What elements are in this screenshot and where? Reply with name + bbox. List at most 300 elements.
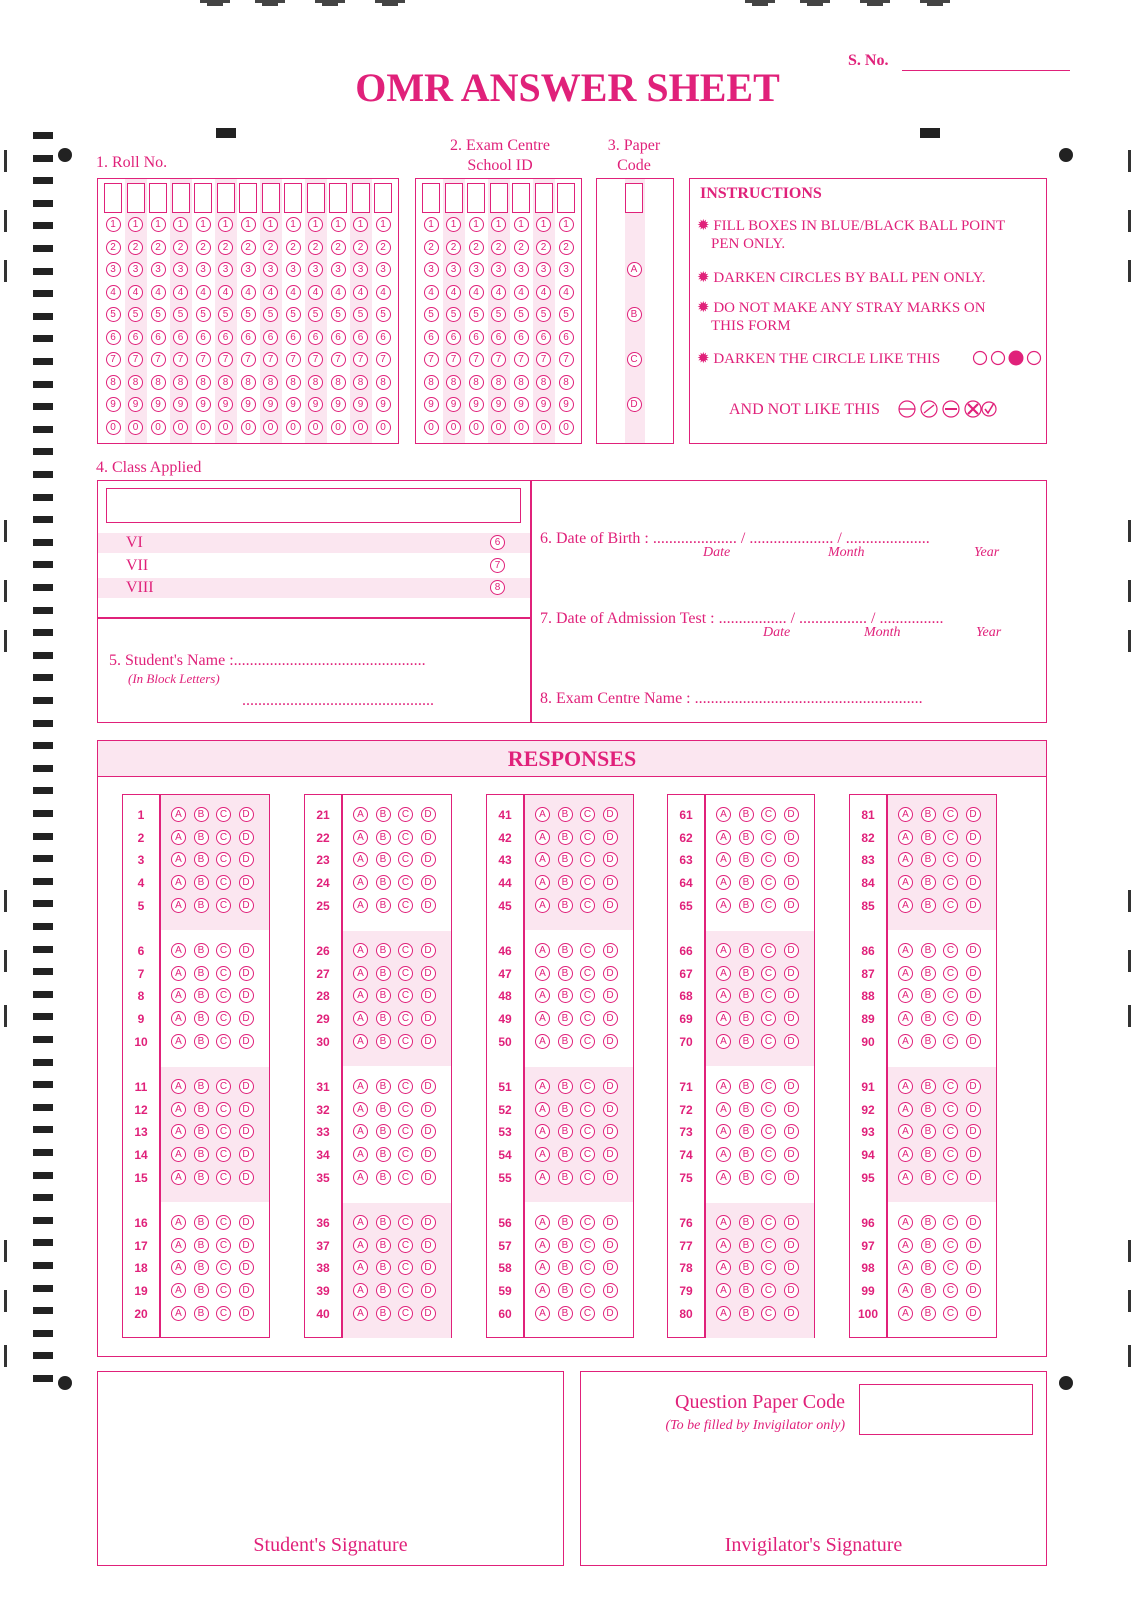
answer-bubble[interactable]: C [580, 1102, 595, 1117]
answer-bubble[interactable]: B [739, 1034, 754, 1049]
class-write-box[interactable] [106, 488, 521, 523]
roll-no-bubble[interactable]: 2 [286, 240, 301, 255]
answer-bubble[interactable]: B [739, 1011, 754, 1026]
answer-bubble[interactable]: D [239, 852, 254, 867]
exam-centre-bubble[interactable]: 2 [424, 240, 439, 255]
answer-bubble[interactable]: C [761, 1306, 776, 1321]
answer-bubble[interactable]: B [376, 1011, 391, 1026]
answer-bubble[interactable]: B [376, 1079, 391, 1094]
answer-bubble[interactable]: A [171, 943, 186, 958]
answer-bubble[interactable]: B [558, 1079, 573, 1094]
answer-bubble[interactable]: C [580, 1170, 595, 1185]
roll-no-bubble[interactable]: 9 [173, 397, 188, 412]
answer-bubble[interactable]: D [784, 1170, 799, 1185]
answer-bubble[interactable]: D [966, 1079, 981, 1094]
answer-bubble[interactable]: B [194, 1170, 209, 1185]
answer-bubble[interactable]: D [784, 1034, 799, 1049]
roll-no-bubble[interactable]: 5 [196, 307, 211, 322]
answer-bubble[interactable]: B [558, 1283, 573, 1298]
answer-bubble[interactable]: A [898, 1079, 913, 1094]
roll-no-bubble[interactable]: 7 [286, 352, 301, 367]
answer-bubble[interactable]: D [784, 830, 799, 845]
class-option-bubble[interactable]: 7 [490, 558, 505, 573]
roll-no-bubble[interactable]: 8 [263, 375, 278, 390]
answer-bubble[interactable]: B [558, 1102, 573, 1117]
exam-centre-bubble[interactable]: 2 [446, 240, 461, 255]
answer-bubble[interactable]: A [898, 966, 913, 981]
exam-centre-bubble[interactable]: 4 [536, 285, 551, 300]
roll-no-bubble[interactable]: 3 [308, 262, 323, 277]
answer-bubble[interactable]: A [353, 898, 368, 913]
answer-bubble[interactable]: D [421, 988, 436, 1003]
answer-bubble[interactable]: A [898, 898, 913, 913]
answer-bubble[interactable]: C [761, 966, 776, 981]
answer-bubble[interactable]: B [558, 943, 573, 958]
roll-no-digit-box[interactable] [217, 183, 235, 213]
answer-bubble[interactable]: D [239, 1147, 254, 1162]
answer-bubble[interactable]: B [921, 807, 936, 822]
answer-bubble[interactable]: C [943, 1170, 958, 1185]
answer-bubble[interactable]: A [535, 898, 550, 913]
answer-bubble[interactable]: B [376, 1102, 391, 1117]
answer-bubble[interactable]: B [194, 830, 209, 845]
answer-bubble[interactable]: A [535, 1102, 550, 1117]
student-name-line-2[interactable]: ................................................ [242, 692, 434, 709]
answer-bubble[interactable]: A [353, 1260, 368, 1275]
answer-bubble[interactable]: A [353, 875, 368, 890]
roll-no-bubble[interactable]: 3 [128, 262, 143, 277]
answer-bubble[interactable]: A [353, 1238, 368, 1253]
answer-bubble[interactable]: C [943, 1238, 958, 1253]
answer-bubble[interactable]: C [761, 898, 776, 913]
answer-bubble[interactable]: D [603, 1306, 618, 1321]
exam-centre-bubble[interactable]: 3 [446, 262, 461, 277]
answer-bubble[interactable]: C [580, 1260, 595, 1275]
exam-centre-bubble[interactable]: 8 [446, 375, 461, 390]
roll-no-bubble[interactable]: 5 [241, 307, 256, 322]
answer-bubble[interactable]: A [898, 852, 913, 867]
roll-no-bubble[interactable]: 7 [196, 352, 211, 367]
answer-bubble[interactable]: D [421, 830, 436, 845]
answer-bubble[interactable]: A [716, 1238, 731, 1253]
answer-bubble[interactable]: B [194, 1306, 209, 1321]
answer-bubble[interactable]: B [558, 1147, 573, 1162]
answer-bubble[interactable]: D [966, 1238, 981, 1253]
roll-no-bubble[interactable]: 0 [286, 420, 301, 435]
answer-bubble[interactable]: D [966, 1170, 981, 1185]
answer-bubble[interactable]: A [171, 1260, 186, 1275]
answer-bubble[interactable]: D [239, 1011, 254, 1026]
roll-no-bubble[interactable]: 1 [106, 217, 121, 232]
answer-bubble[interactable]: D [966, 1011, 981, 1026]
answer-bubble[interactable]: C [580, 852, 595, 867]
answer-bubble[interactable]: B [376, 830, 391, 845]
exam-centre-bubble[interactable]: 9 [559, 397, 574, 412]
roll-no-bubble[interactable]: 3 [196, 262, 211, 277]
answer-bubble[interactable]: C [398, 1283, 413, 1298]
roll-no-bubble[interactable]: 8 [106, 375, 121, 390]
answer-bubble[interactable]: C [761, 1124, 776, 1139]
roll-no-bubble[interactable]: 6 [331, 330, 346, 345]
exam-centre-bubble[interactable]: 1 [469, 217, 484, 232]
exam-centre-bubble[interactable]: 0 [491, 420, 506, 435]
answer-bubble[interactable]: D [784, 1306, 799, 1321]
roll-no-bubble[interactable]: 9 [128, 397, 143, 412]
answer-bubble[interactable]: C [761, 1102, 776, 1117]
roll-no-bubble[interactable]: 6 [286, 330, 301, 345]
answer-bubble[interactable]: A [171, 1011, 186, 1026]
answer-bubble[interactable]: D [784, 988, 799, 1003]
answer-bubble[interactable]: A [535, 1238, 550, 1253]
answer-bubble[interactable]: B [739, 1102, 754, 1117]
exam-centre-bubble[interactable]: 6 [536, 330, 551, 345]
answer-bubble[interactable]: D [966, 830, 981, 845]
roll-no-bubble[interactable]: 6 [308, 330, 323, 345]
answer-bubble[interactable]: A [171, 898, 186, 913]
exam-centre-bubble[interactable]: 4 [469, 285, 484, 300]
answer-bubble[interactable]: C [398, 1147, 413, 1162]
answer-bubble[interactable]: C [398, 875, 413, 890]
answer-bubble[interactable]: B [194, 1102, 209, 1117]
roll-no-bubble[interactable]: 0 [128, 420, 143, 435]
exam-centre-bubble[interactable]: 1 [446, 217, 461, 232]
answer-bubble[interactable]: A [898, 988, 913, 1003]
roll-no-bubble[interactable]: 6 [128, 330, 143, 345]
answer-bubble[interactable]: C [761, 1147, 776, 1162]
roll-no-bubble[interactable]: 7 [353, 352, 368, 367]
exam-centre-bubble[interactable]: 7 [424, 352, 439, 367]
answer-bubble[interactable]: C [580, 830, 595, 845]
answer-bubble[interactable]: D [421, 1079, 436, 1094]
answer-bubble[interactable]: D [603, 1102, 618, 1117]
answer-bubble[interactable]: C [216, 1147, 231, 1162]
answer-bubble[interactable]: A [716, 1260, 731, 1275]
exam-centre-bubble[interactable]: 9 [424, 397, 439, 412]
roll-no-bubble[interactable]: 8 [331, 375, 346, 390]
roll-no-bubble[interactable]: 8 [151, 375, 166, 390]
roll-no-bubble[interactable]: 0 [263, 420, 278, 435]
answer-bubble[interactable]: C [398, 807, 413, 822]
answer-bubble[interactable]: A [716, 875, 731, 890]
answer-bubble[interactable]: B [921, 830, 936, 845]
answer-bubble[interactable]: C [580, 988, 595, 1003]
answer-bubble[interactable]: B [921, 1034, 936, 1049]
answer-bubble[interactable]: C [761, 1260, 776, 1275]
answer-bubble[interactable]: B [921, 1011, 936, 1026]
answer-bubble[interactable]: D [966, 1283, 981, 1298]
answer-bubble[interactable]: D [421, 1215, 436, 1230]
answer-bubble[interactable]: B [739, 1306, 754, 1321]
exam-centre-bubble[interactable]: 1 [536, 217, 551, 232]
student-name-dots[interactable]: ................................................ [233, 652, 426, 669]
roll-no-bubble[interactable]: 3 [241, 262, 256, 277]
paper-code-bubble[interactable]: B [627, 307, 642, 322]
answer-bubble[interactable]: C [761, 1215, 776, 1230]
answer-bubble[interactable]: A [171, 1102, 186, 1117]
answer-bubble[interactable]: A [353, 943, 368, 958]
answer-bubble[interactable]: B [194, 1147, 209, 1162]
answer-bubble[interactable]: C [216, 1260, 231, 1275]
exam-centre-bubble[interactable]: 0 [424, 420, 439, 435]
answer-bubble[interactable]: B [376, 807, 391, 822]
answer-bubble[interactable]: B [921, 875, 936, 890]
answer-bubble[interactable]: A [535, 852, 550, 867]
roll-no-bubble[interactable]: 8 [376, 375, 391, 390]
roll-no-bubble[interactable]: 5 [353, 307, 368, 322]
exam-centre-bubble[interactable]: 6 [559, 330, 574, 345]
roll-no-bubble[interactable]: 4 [241, 285, 256, 300]
answer-bubble[interactable]: A [535, 966, 550, 981]
roll-no-bubble[interactable]: 8 [353, 375, 368, 390]
roll-no-digit-box[interactable] [329, 183, 347, 213]
answer-bubble[interactable]: D [239, 988, 254, 1003]
answer-bubble[interactable]: C [216, 807, 231, 822]
answer-bubble[interactable]: B [194, 807, 209, 822]
answer-bubble[interactable]: B [376, 966, 391, 981]
answer-bubble[interactable]: D [784, 943, 799, 958]
answer-bubble[interactable]: A [716, 1079, 731, 1094]
answer-bubble[interactable]: D [784, 898, 799, 913]
roll-no-bubble[interactable]: 3 [331, 262, 346, 277]
answer-bubble[interactable]: B [194, 1034, 209, 1049]
answer-bubble[interactable]: D [239, 1260, 254, 1275]
exam-centre-bubble[interactable]: 1 [424, 217, 439, 232]
answer-bubble[interactable]: B [376, 1215, 391, 1230]
answer-bubble[interactable]: B [194, 875, 209, 890]
answer-bubble[interactable]: C [398, 1011, 413, 1026]
answer-bubble[interactable]: C [761, 1238, 776, 1253]
answer-bubble[interactable]: D [784, 852, 799, 867]
answer-bubble[interactable]: A [898, 1147, 913, 1162]
answer-bubble[interactable]: B [739, 943, 754, 958]
class-option-bubble[interactable]: 6 [490, 535, 505, 550]
answer-bubble[interactable]: C [216, 1124, 231, 1139]
answer-bubble[interactable]: C [398, 852, 413, 867]
roll-no-bubble[interactable]: 7 [263, 352, 278, 367]
answer-bubble[interactable]: D [239, 830, 254, 845]
exam-centre-bubble[interactable]: 3 [469, 262, 484, 277]
roll-no-bubble[interactable]: 2 [196, 240, 211, 255]
answer-bubble[interactable]: C [398, 966, 413, 981]
exam-centre-digit-box[interactable] [557, 183, 575, 213]
answer-bubble[interactable]: D [239, 966, 254, 981]
answer-bubble[interactable]: A [353, 1283, 368, 1298]
answer-bubble[interactable]: C [398, 1034, 413, 1049]
answer-bubble[interactable]: B [739, 875, 754, 890]
exam-centre-bubble[interactable]: 4 [446, 285, 461, 300]
answer-bubble[interactable]: D [603, 1238, 618, 1253]
answer-bubble[interactable]: B [376, 1034, 391, 1049]
roll-no-bubble[interactable]: 6 [151, 330, 166, 345]
answer-bubble[interactable]: A [898, 1306, 913, 1321]
answer-bubble[interactable]: D [421, 966, 436, 981]
answer-bubble[interactable]: D [603, 852, 618, 867]
answer-bubble[interactable]: B [921, 898, 936, 913]
roll-no-bubble[interactable]: 1 [376, 217, 391, 232]
answer-bubble[interactable]: B [558, 1011, 573, 1026]
answer-bubble[interactable]: B [558, 807, 573, 822]
roll-no-bubble[interactable]: 6 [376, 330, 391, 345]
answer-bubble[interactable]: D [421, 1170, 436, 1185]
answer-bubble[interactable]: B [921, 1147, 936, 1162]
roll-no-bubble[interactable]: 2 [218, 240, 233, 255]
answer-bubble[interactable]: B [739, 898, 754, 913]
exam-centre-bubble[interactable]: 7 [446, 352, 461, 367]
answer-bubble[interactable]: B [194, 1124, 209, 1139]
roll-no-bubble[interactable]: 3 [376, 262, 391, 277]
answer-bubble[interactable]: D [421, 807, 436, 822]
roll-no-bubble[interactable]: 6 [196, 330, 211, 345]
answer-bubble[interactable]: D [603, 1260, 618, 1275]
roll-no-bubble[interactable]: 0 [376, 420, 391, 435]
answer-bubble[interactable]: D [966, 1306, 981, 1321]
answer-bubble[interactable]: B [558, 1170, 573, 1185]
answer-bubble[interactable]: D [784, 875, 799, 890]
roll-no-bubble[interactable]: 8 [241, 375, 256, 390]
exam-centre-bubble[interactable]: 4 [514, 285, 529, 300]
roll-no-digit-box[interactable] [149, 183, 167, 213]
roll-no-bubble[interactable]: 6 [241, 330, 256, 345]
roll-no-bubble[interactable]: 4 [308, 285, 323, 300]
answer-bubble[interactable]: C [398, 1170, 413, 1185]
exam-centre-bubble[interactable]: 8 [514, 375, 529, 390]
answer-bubble[interactable]: C [943, 1124, 958, 1139]
answer-bubble[interactable]: C [216, 898, 231, 913]
roll-no-bubble[interactable]: 1 [353, 217, 368, 232]
answer-bubble[interactable]: B [921, 1283, 936, 1298]
answer-bubble[interactable]: D [966, 898, 981, 913]
answer-bubble[interactable]: A [171, 852, 186, 867]
answer-bubble[interactable]: A [716, 807, 731, 822]
exam-centre-bubble[interactable]: 5 [424, 307, 439, 322]
roll-no-bubble[interactable]: 0 [106, 420, 121, 435]
exam-centre-bubble[interactable]: 6 [514, 330, 529, 345]
answer-bubble[interactable]: D [966, 852, 981, 867]
answer-bubble[interactable]: D [421, 1034, 436, 1049]
answer-bubble[interactable]: B [921, 1079, 936, 1094]
answer-bubble[interactable]: C [943, 1306, 958, 1321]
roll-no-bubble[interactable]: 1 [286, 217, 301, 232]
answer-bubble[interactable]: B [376, 1124, 391, 1139]
roll-no-digit-box[interactable] [374, 183, 392, 213]
answer-bubble[interactable]: C [761, 943, 776, 958]
answer-bubble[interactable]: D [239, 1238, 254, 1253]
answer-bubble[interactable]: C [580, 807, 595, 822]
answer-bubble[interactable]: C [943, 830, 958, 845]
answer-bubble[interactable]: D [239, 1215, 254, 1230]
answer-bubble[interactable]: C [580, 875, 595, 890]
answer-bubble[interactable]: D [421, 1238, 436, 1253]
roll-no-bubble[interactable]: 6 [106, 330, 121, 345]
answer-bubble[interactable]: B [739, 1215, 754, 1230]
answer-bubble[interactable]: D [603, 1215, 618, 1230]
answer-bubble[interactable]: D [603, 1011, 618, 1026]
answer-bubble[interactable]: A [353, 830, 368, 845]
answer-bubble[interactable]: A [898, 807, 913, 822]
answer-bubble[interactable]: A [535, 1034, 550, 1049]
roll-no-bubble[interactable]: 5 [106, 307, 121, 322]
roll-no-bubble[interactable]: 9 [353, 397, 368, 412]
answer-bubble[interactable]: C [216, 1034, 231, 1049]
roll-no-bubble[interactable]: 1 [218, 217, 233, 232]
answer-bubble[interactable]: C [580, 1215, 595, 1230]
roll-no-bubble[interactable]: 4 [128, 285, 143, 300]
answer-bubble[interactable]: D [784, 1124, 799, 1139]
exam-centre-bubble[interactable]: 6 [491, 330, 506, 345]
answer-bubble[interactable]: B [376, 988, 391, 1003]
exam-centre-bubble[interactable]: 7 [559, 352, 574, 367]
roll-no-bubble[interactable]: 4 [106, 285, 121, 300]
exam-centre-bubble[interactable]: 4 [559, 285, 574, 300]
answer-bubble[interactable]: A [898, 830, 913, 845]
exam-centre-digit-box[interactable] [422, 183, 440, 213]
roll-no-bubble[interactable]: 0 [353, 420, 368, 435]
answer-bubble[interactable]: A [171, 966, 186, 981]
answer-bubble[interactable]: C [398, 988, 413, 1003]
answer-bubble[interactable]: A [353, 1102, 368, 1117]
answer-bubble[interactable]: B [739, 1147, 754, 1162]
answer-bubble[interactable]: D [239, 1079, 254, 1094]
exam-centre-bubble[interactable]: 8 [469, 375, 484, 390]
exam-centre-bubble[interactable]: 3 [559, 262, 574, 277]
answer-bubble[interactable]: B [739, 1260, 754, 1275]
exam-centre-bubble[interactable]: 9 [446, 397, 461, 412]
exam-centre-bubble[interactable]: 4 [491, 285, 506, 300]
roll-no-digit-box[interactable] [262, 183, 280, 213]
roll-no-bubble[interactable]: 6 [173, 330, 188, 345]
answer-bubble[interactable]: D [784, 1079, 799, 1094]
roll-no-bubble[interactable]: 5 [308, 307, 323, 322]
roll-no-bubble[interactable]: 4 [331, 285, 346, 300]
answer-bubble[interactable]: C [216, 830, 231, 845]
answer-bubble[interactable]: A [353, 988, 368, 1003]
answer-bubble[interactable]: A [171, 1170, 186, 1185]
answer-bubble[interactable]: D [784, 807, 799, 822]
answer-bubble[interactable]: B [376, 852, 391, 867]
answer-bubble[interactable]: A [716, 1215, 731, 1230]
answer-bubble[interactable]: B [194, 898, 209, 913]
roll-no-digit-box[interactable] [194, 183, 212, 213]
roll-no-bubble[interactable]: 0 [196, 420, 211, 435]
answer-bubble[interactable]: B [194, 1215, 209, 1230]
answer-bubble[interactable]: C [761, 875, 776, 890]
answer-bubble[interactable]: A [898, 875, 913, 890]
roll-no-bubble[interactable]: 2 [241, 240, 256, 255]
roll-no-bubble[interactable]: 5 [128, 307, 143, 322]
answer-bubble[interactable]: A [535, 943, 550, 958]
answer-bubble[interactable]: C [398, 898, 413, 913]
exam-centre-bubble[interactable]: 0 [559, 420, 574, 435]
answer-bubble[interactable]: A [898, 1283, 913, 1298]
roll-no-bubble[interactable]: 3 [106, 262, 121, 277]
exam-centre-bubble[interactable]: 3 [424, 262, 439, 277]
roll-no-bubble[interactable]: 7 [308, 352, 323, 367]
roll-no-bubble[interactable]: 5 [263, 307, 278, 322]
answer-bubble[interactable]: B [921, 852, 936, 867]
exam-centre-name-input[interactable]: ......................................................... [694, 690, 923, 707]
question-paper-code-input[interactable] [859, 1384, 1033, 1435]
answer-bubble[interactable]: A [716, 1147, 731, 1162]
answer-bubble[interactable]: C [943, 1079, 958, 1094]
paper-code-bubble[interactable]: A [627, 262, 642, 277]
roll-no-bubble[interactable]: 9 [308, 397, 323, 412]
exam-centre-bubble[interactable]: 5 [559, 307, 574, 322]
roll-no-bubble[interactable]: 0 [218, 420, 233, 435]
roll-no-bubble[interactable]: 7 [241, 352, 256, 367]
answer-bubble[interactable]: B [921, 1124, 936, 1139]
answer-bubble[interactable]: A [171, 1306, 186, 1321]
roll-no-bubble[interactable]: 5 [286, 307, 301, 322]
